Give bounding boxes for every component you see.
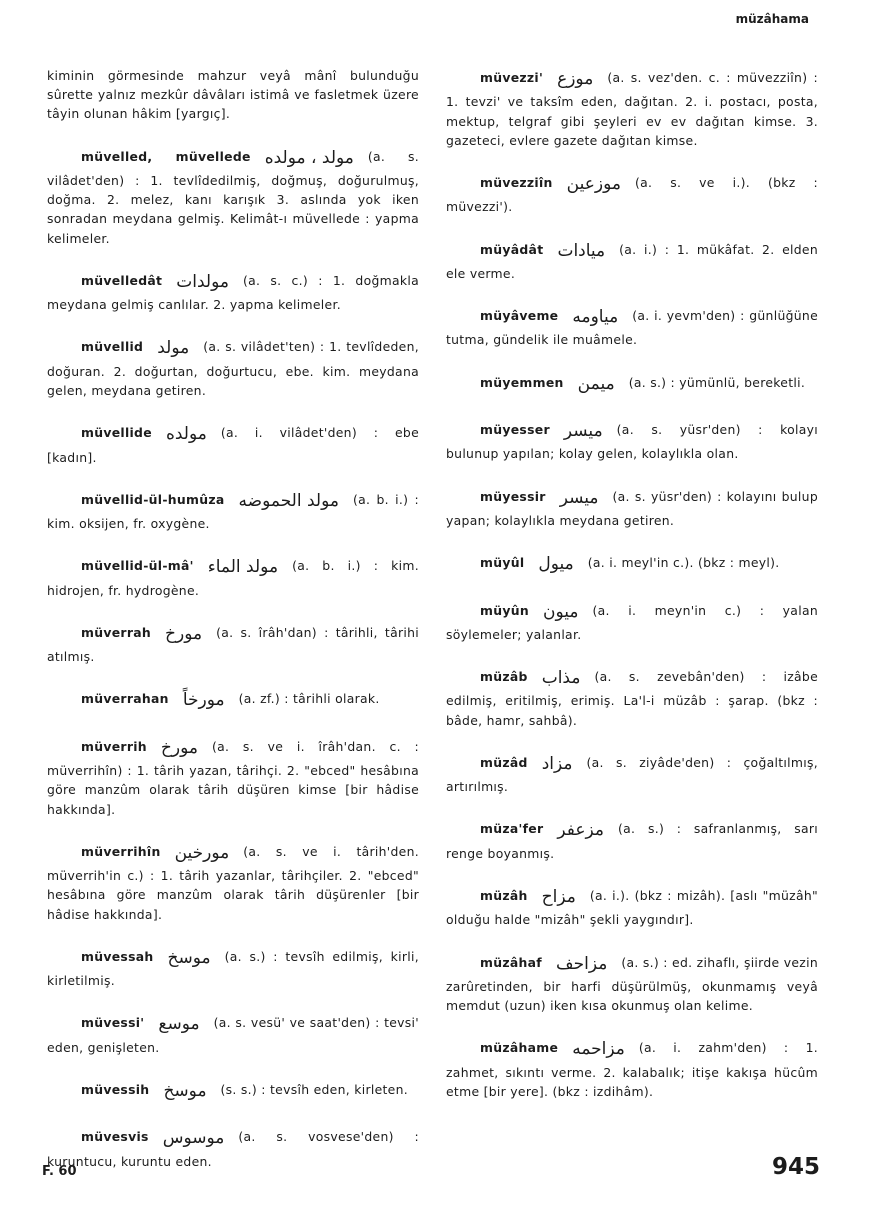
entry-arabic-script: موزعين bbox=[566, 174, 621, 194]
entry-arabic-script: مولد الحموضه bbox=[238, 490, 339, 511]
entry-arabic-script: مزعفر bbox=[557, 820, 605, 841]
entry-definition: (a. s. ziyâde'den) : çoğaltılmış, artırılmış. bbox=[446, 754, 818, 795]
entry-headword: müza'fer bbox=[480, 821, 544, 837]
entry-headword: müyûn bbox=[480, 602, 529, 618]
entry-definition: (a. b. i.) : kim. oksijen, fr. oxygène. bbox=[47, 491, 419, 532]
dictionary-entry bbox=[446, 817, 818, 863]
entry-definition: (a. zf.) : târihli olarak. bbox=[238, 691, 380, 707]
entry-arabic-script: موسوس bbox=[162, 1128, 225, 1149]
entry-arabic-script: موسخ bbox=[163, 1080, 207, 1101]
entry-headword: müverrahan bbox=[81, 691, 169, 707]
entry-arabic-script: ميمن bbox=[577, 373, 615, 394]
entry-definition: (a. i.) : 1. mükâfat. 2. elden ele verme. bbox=[446, 241, 818, 281]
entry-headword: müzâd bbox=[480, 754, 528, 770]
continued-definition: kiminin görmesinde mahzur veyâ mânî bulunduğu sûrette yalnız mezkûr dâvâları istimâ ve fasletmek üzere tâyin olunan hâkim [yargıç]. bbox=[47, 68, 419, 122]
entry-headword: müvezziîn bbox=[480, 175, 553, 190]
dictionary-entry bbox=[446, 1036, 818, 1101]
entry-headword: müvessih bbox=[81, 1081, 150, 1097]
entry-definition: (a. i. vilâdet'den) : ebe [kadın]. bbox=[47, 425, 419, 465]
dictionary-entry bbox=[47, 421, 419, 467]
entry-headword: müyâveme bbox=[480, 308, 559, 324]
entry-definition: (a. s.) : safranlanmış, sarı renge boyanmış. bbox=[446, 821, 818, 861]
entry-definition: (a. s.) : yümünlü, bereketli. bbox=[628, 374, 806, 390]
entry-arabic-script: مياومه bbox=[572, 307, 619, 328]
entry-arabic-script: ميسر bbox=[563, 421, 603, 442]
entry-arabic-script: مولده bbox=[165, 424, 207, 445]
left-entry-list bbox=[47, 145, 419, 1171]
entry-definition: (s. s.) : tevsîh eden, kirleten. bbox=[220, 1081, 408, 1097]
entry-arabic-script: مورخاً bbox=[182, 690, 225, 711]
entry-arabic-script: موسع bbox=[158, 1014, 200, 1035]
entry-definition: (a. i. meyl'in c.). (bkz : meyl). bbox=[587, 555, 780, 571]
entry-arabic-script: مولد الماء bbox=[207, 557, 279, 578]
entry-arabic-script: مزاح bbox=[541, 886, 576, 907]
entry-arabic-script: مولدات bbox=[176, 271, 229, 292]
entry-definition: (a. s. yüsr'den) : kolayını bulup yapan; kolaylıkla meydana getiren. bbox=[446, 488, 818, 528]
entry-arabic-script: ميسر bbox=[559, 487, 599, 508]
dictionary-entry bbox=[446, 951, 818, 1016]
entry-headword: müyûl bbox=[480, 555, 525, 571]
entry-headword: müvezzi' bbox=[480, 70, 544, 85]
signature-mark: F. 60 bbox=[42, 1164, 77, 1179]
entry-headword: müvelledât bbox=[81, 272, 163, 288]
entry-definition: (a. s. ve i.). (bkz : müvezzi'). bbox=[446, 175, 818, 215]
entry-headword: müverrihîn bbox=[81, 843, 161, 859]
dictionary-entry bbox=[47, 621, 419, 667]
entry-arabic-script: مزاحمه bbox=[572, 1039, 625, 1060]
entry-headword: müyessir bbox=[480, 488, 546, 504]
entry-arabic-script: مذاب bbox=[541, 668, 581, 689]
entry-arabic-script: ميون bbox=[542, 601, 579, 622]
entry-headword: müvessi' bbox=[81, 1015, 145, 1031]
dictionary-entry bbox=[446, 751, 818, 797]
entry-definition: (a. s. vesü' ve saat'den) : tevsi' eden, genişleten. bbox=[47, 1015, 419, 1055]
entry-headword: müvesvis bbox=[81, 1129, 149, 1145]
entry-headword: müvessah bbox=[81, 948, 154, 964]
entry-headword: müvellid bbox=[81, 339, 144, 355]
entry-arabic-script: موزع bbox=[557, 69, 594, 89]
entry-definition: (a. i. meyn'in c.) : yalan söylemeler; yalanlar. bbox=[446, 602, 818, 642]
dictionary-entry bbox=[446, 551, 818, 577]
entry-definition: (a. s.) : ed. zihaflı, şiirde vezin zarûretinden, bir harfi düşürülmüş, okunmamış veyâ memdut (uzun) iken kısa okunmuş olan kelime. bbox=[446, 954, 818, 1014]
right-entry-list bbox=[446, 66, 818, 1101]
entry-headword: müyesser bbox=[480, 422, 550, 438]
dictionary-entry bbox=[47, 735, 419, 819]
dictionary-entry bbox=[446, 485, 818, 531]
dictionary-entry bbox=[47, 1011, 419, 1057]
entry-arabic-script: ميادات bbox=[557, 240, 606, 261]
entry-arabic-script: مورخ bbox=[160, 737, 198, 758]
dictionary-entry bbox=[47, 687, 419, 713]
entry-definition: (a. s.) : tevsîh edilmiş, kirli, kirletilmiş. bbox=[47, 948, 419, 989]
entry-definition: (a. i. zahm'den) : 1. zahmet, sıkıntı verme. 2. kalabalık; itişe kakışa hücûm etme [bir yere]. (bkz : izdihâm). bbox=[446, 1040, 818, 1099]
entry-definition: (a. s. ve i. îrâh'dan. c. : müverrihîn) : 1. târih yazan, târihçi. 2. "ebced" hesâbına göre manzûm olarak târih düşüren kimse [bir hâdise hakkında]. bbox=[47, 738, 419, 817]
entry-definition: (a. s. vilâdet'ten) : 1. tevlîdeden, doğuran. 2. doğurtan, doğurtucu, ebe. kim. meydana gelen, meydana getiren. bbox=[47, 339, 419, 398]
dictionary-entry bbox=[446, 371, 818, 397]
entry-definition: (a. s. yüsr'den) : kolayı bulunup yapılan; kolay gelen, kolaylıkla olan. bbox=[446, 422, 818, 462]
entry-definition: (a. b. i.) : kim. hidrojen, fr. hydrogène. bbox=[47, 558, 419, 598]
entry-arabic-script: مورخ bbox=[165, 623, 203, 644]
dictionary-entry bbox=[47, 145, 419, 248]
entry-definition: (a. s. îrâh'dan) : târihli, târihi atılmış. bbox=[47, 624, 419, 665]
entry-headword: müvelled, müvellede bbox=[81, 148, 251, 164]
entry-headword: müverrih bbox=[81, 738, 147, 754]
entry-headword: müzâhame bbox=[480, 1040, 559, 1056]
entry-definition: (a. s. ve i. târih'den. müverrih'in c.) : 1. târih yazanlar, târihçiler. 2. "ebced" hesâbına göre manzûm olarak târih düşürenler [bir hâdise hakkında]. bbox=[47, 843, 419, 922]
entry-definition: (a. s. zevebân'den) : izâbe edilmiş, eritilmiş, erimiş. La'l-i müzâb : şarap. (bkz : bâde, hamr, sahbâ). bbox=[446, 669, 818, 728]
entry-arabic-script: مزاد bbox=[541, 753, 573, 774]
right-column bbox=[446, 66, 818, 1122]
dictionary-entry bbox=[47, 488, 419, 534]
entry-headword: müvellide bbox=[81, 425, 152, 441]
entry-headword: müvellid-ül-humûza bbox=[81, 491, 225, 507]
dictionary-entry bbox=[47, 1078, 419, 1104]
entry-headword: müzâh bbox=[480, 887, 528, 903]
dictionary-entry bbox=[47, 1125, 419, 1171]
page-number: 945 bbox=[772, 1154, 821, 1180]
left-column bbox=[47, 66, 419, 1192]
dictionary-entry bbox=[446, 66, 818, 150]
entry-arabic-script: مورخين bbox=[174, 842, 230, 863]
entry-definition: (a. s. vilâdet'den) : 1. tevlîdedilmiş, doğmuş, doğurulmuş, doğma. 2. melez, kanı karışık 3. aslında yok iken sonradan meydana gelmiş. Kelimât-ı müvellede : yapma kelimeler. bbox=[47, 148, 419, 246]
entry-arabic-script: مولد ، مولده bbox=[264, 147, 354, 168]
entry-definition: (a. i. yevm'den) : günlüğüne tutma, gündelik ile muâmele. bbox=[446, 308, 818, 348]
dictionary-entry bbox=[47, 840, 419, 924]
dictionary-entry bbox=[47, 554, 419, 600]
dictionary-entry bbox=[446, 418, 818, 464]
entry-arabic-script: موسخ bbox=[167, 947, 211, 968]
dictionary-entry bbox=[47, 269, 419, 315]
entry-headword: müzâhaf bbox=[480, 954, 542, 970]
entry-arabic-script: مزاحف bbox=[555, 953, 608, 974]
entry-arabic-script: ميول bbox=[538, 554, 574, 575]
entry-headword: müzâb bbox=[480, 669, 528, 685]
entry-headword: müvellid-ül-mâ' bbox=[81, 558, 194, 574]
entry-headword: müyemmen bbox=[480, 374, 564, 390]
dictionary-entry bbox=[446, 171, 818, 217]
dictionary-entry bbox=[446, 884, 818, 930]
entry-headword: müverrah bbox=[81, 624, 152, 640]
dictionary-entry bbox=[446, 238, 818, 284]
dictionary-entry bbox=[446, 304, 818, 350]
entry-definition: (a. s. vez'den. c. : müvezziîn) : 1. tevzi' ve taksîm eden, dağıtan. 2. i. postacı, posta, mektup, telgraf gibi şeyleri ev ev dağıtan kimse. 3. gazeteci, evlere gazete dağıtan kimse. bbox=[446, 70, 818, 148]
dictionary-entry bbox=[47, 945, 419, 991]
running-header-guide-word: müzâhama bbox=[735, 12, 809, 26]
entry-definition: (a. s. vosvese'den) : kuruntucu, kuruntu eden. bbox=[47, 1129, 419, 1169]
dictionary-entry bbox=[446, 599, 818, 645]
entry-definition: (a. i.). (bkz : mizâh). [aslı "müzâh" olduğu halde "mizâh" şekli yaygındır]. bbox=[446, 887, 818, 928]
entry-headword: müyâdât bbox=[480, 241, 544, 257]
entry-arabic-script: مولد bbox=[157, 338, 190, 359]
dictionary-entry bbox=[446, 665, 818, 730]
dictionary-entry bbox=[47, 335, 419, 400]
entry-definition: (a. s. c.) : 1. doğmakla meydana gelmiş canlılar. 2. yapma kelimeler. bbox=[47, 272, 419, 313]
